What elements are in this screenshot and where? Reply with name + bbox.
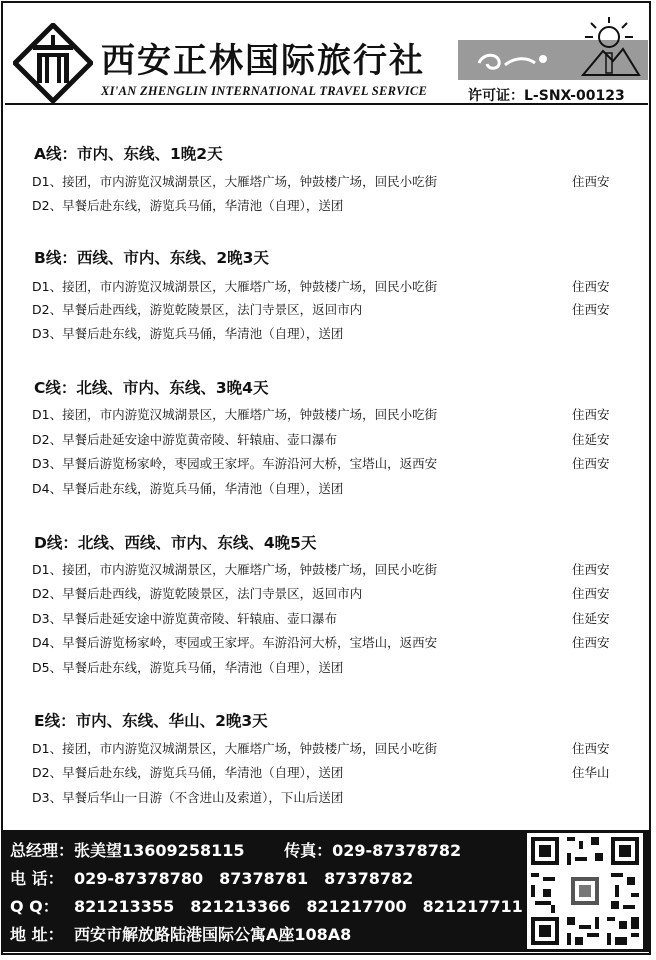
fax-label: 传真：	[284, 841, 333, 860]
day-text: D4、早餐后赴东线，游览兵马俑，华清池（自理），送团	[32, 481, 344, 496]
day-text: D2、早餐后赴西线，游览乾陵景区，法门寺景区，返回市内	[32, 586, 363, 601]
day-stay: 住西安	[572, 741, 610, 756]
address-label: 地 址：	[10, 925, 64, 944]
route-title: A线：市内、东线、1晚2天	[34, 145, 223, 163]
itinerary-day	[32, 172, 632, 190]
day-text: D2、早餐后赴延安途中游览黄帝陵、轩辕庙、壶口瀑布	[32, 432, 338, 447]
day-stay: 住华山	[572, 765, 610, 780]
qq-value: 821213355 821213366 821217700 821217711	[74, 897, 523, 916]
address-value: 西安市解放路陆港国际公寓A座108A8	[74, 925, 352, 944]
fax-value: 029-87378782	[332, 841, 462, 860]
company-english-name: XI'AN ZHENGLIN INTERNATIONAL TRAVEL SERVICE	[101, 84, 428, 98]
phone-label: 电 话：	[10, 869, 64, 888]
day-text: D3、早餐后华山一日游（不含进山及索道），下山后送团	[32, 790, 344, 805]
itinerary-day	[32, 739, 632, 757]
manager-label: 总经理：	[10, 841, 75, 860]
itinerary-day	[32, 405, 632, 423]
day-text: D3、早餐后赴东线，游览兵马俑，华清池（自理），送团	[32, 326, 344, 341]
itinerary-day	[32, 300, 632, 318]
phone-line	[10, 866, 413, 889]
address-line	[10, 922, 351, 945]
route-title: C线：北线、市内、东线、3晚4天	[34, 379, 269, 397]
itinerary-day	[32, 277, 632, 295]
day-text: D1、接团，市内游览汉城湖景区，大雁塔广场，钟鼓楼广场，回民小吃街	[32, 741, 438, 756]
day-text: D1、接团，市内游览汉城湖景区，大雁塔广场，钟鼓楼广场，回民小吃街	[32, 562, 438, 577]
day-text: D2、早餐后赴东线，游览兵马俑，华清池（自理），送团	[32, 198, 344, 213]
day-text: D4、早餐后游览杨家岭，枣园或王家坪。车游沿河大桥，宝塔山，返西安	[32, 635, 438, 650]
day-text: D1、接团，市内游览汉城湖景区，大雁塔广场，钟鼓楼广场，回民小吃街	[32, 407, 438, 422]
manager-line	[10, 838, 461, 861]
day-stay: 住西安	[572, 562, 610, 577]
qr-code-icon	[527, 833, 643, 949]
day-stay: 住西安	[572, 279, 610, 294]
route-title: E线：市内、东线、华山、2晚3天	[34, 712, 268, 730]
itinerary-day	[32, 324, 632, 342]
itinerary-day	[32, 560, 632, 578]
itinerary-day	[32, 609, 632, 627]
day-stay: 住延安	[572, 432, 610, 447]
itinerary-day	[32, 633, 632, 651]
itinerary-day	[32, 430, 632, 448]
itinerary-day	[32, 196, 632, 214]
route-title: B线：西线、市内、东线、2晚3天	[34, 249, 269, 267]
phone-value: 029-87378780 87378781 87378782	[74, 869, 414, 888]
day-stay: 住西安	[572, 635, 610, 650]
day-text: D3、早餐后赴延安途中游览黄帝陵、轩辕庙、壶口瀑布	[32, 611, 338, 626]
day-text: D5、早餐后赴东线，游览兵马俑，华清池（自理），送团	[32, 660, 344, 675]
manager-value: 张美望13609258115	[74, 841, 245, 860]
day-text: D2、早餐后赴西线，游览乾陵景区，法门寺景区，返回市内	[32, 302, 363, 317]
day-stay: 住延安	[572, 611, 610, 626]
day-text: D3、早餐后游览杨家岭，枣园或王家坪。车游沿河大桥，宝塔山，返西安	[32, 456, 438, 471]
day-stay: 住西安	[572, 302, 610, 317]
contact-footer	[2, 830, 651, 952]
qq-label: Q Q：	[10, 897, 59, 916]
itinerary-day	[32, 584, 632, 602]
day-stay: 住西安	[572, 174, 610, 189]
itinerary-day	[32, 658, 632, 676]
day-stay: 住西安	[572, 586, 610, 601]
itinerary-day	[32, 454, 632, 472]
company-name: 西安正林国际旅行社	[101, 41, 425, 81]
itinerary-day	[32, 479, 632, 497]
license-number: 许可证：L-SNX-00123	[468, 88, 625, 104]
route-title: D线：北线、西线、市内、东线、4晚5天	[34, 534, 317, 552]
itinerary-day	[32, 763, 632, 781]
day-stay: 住西安	[572, 407, 610, 422]
day-text: D2、早餐后赴东线，游览兵马俑，华清池（自理），送团	[32, 765, 344, 780]
day-stay: 住西安	[572, 456, 610, 471]
qq-line	[10, 894, 523, 917]
itinerary-day	[32, 788, 632, 806]
day-text: D1、接团，市内游览汉城湖景区，大雁塔广场，钟鼓楼广场，回民小吃街	[32, 174, 438, 189]
day-text: D1、接团，市内游览汉城湖景区，大雁塔广场，钟鼓楼广场，回民小吃街	[32, 279, 438, 294]
